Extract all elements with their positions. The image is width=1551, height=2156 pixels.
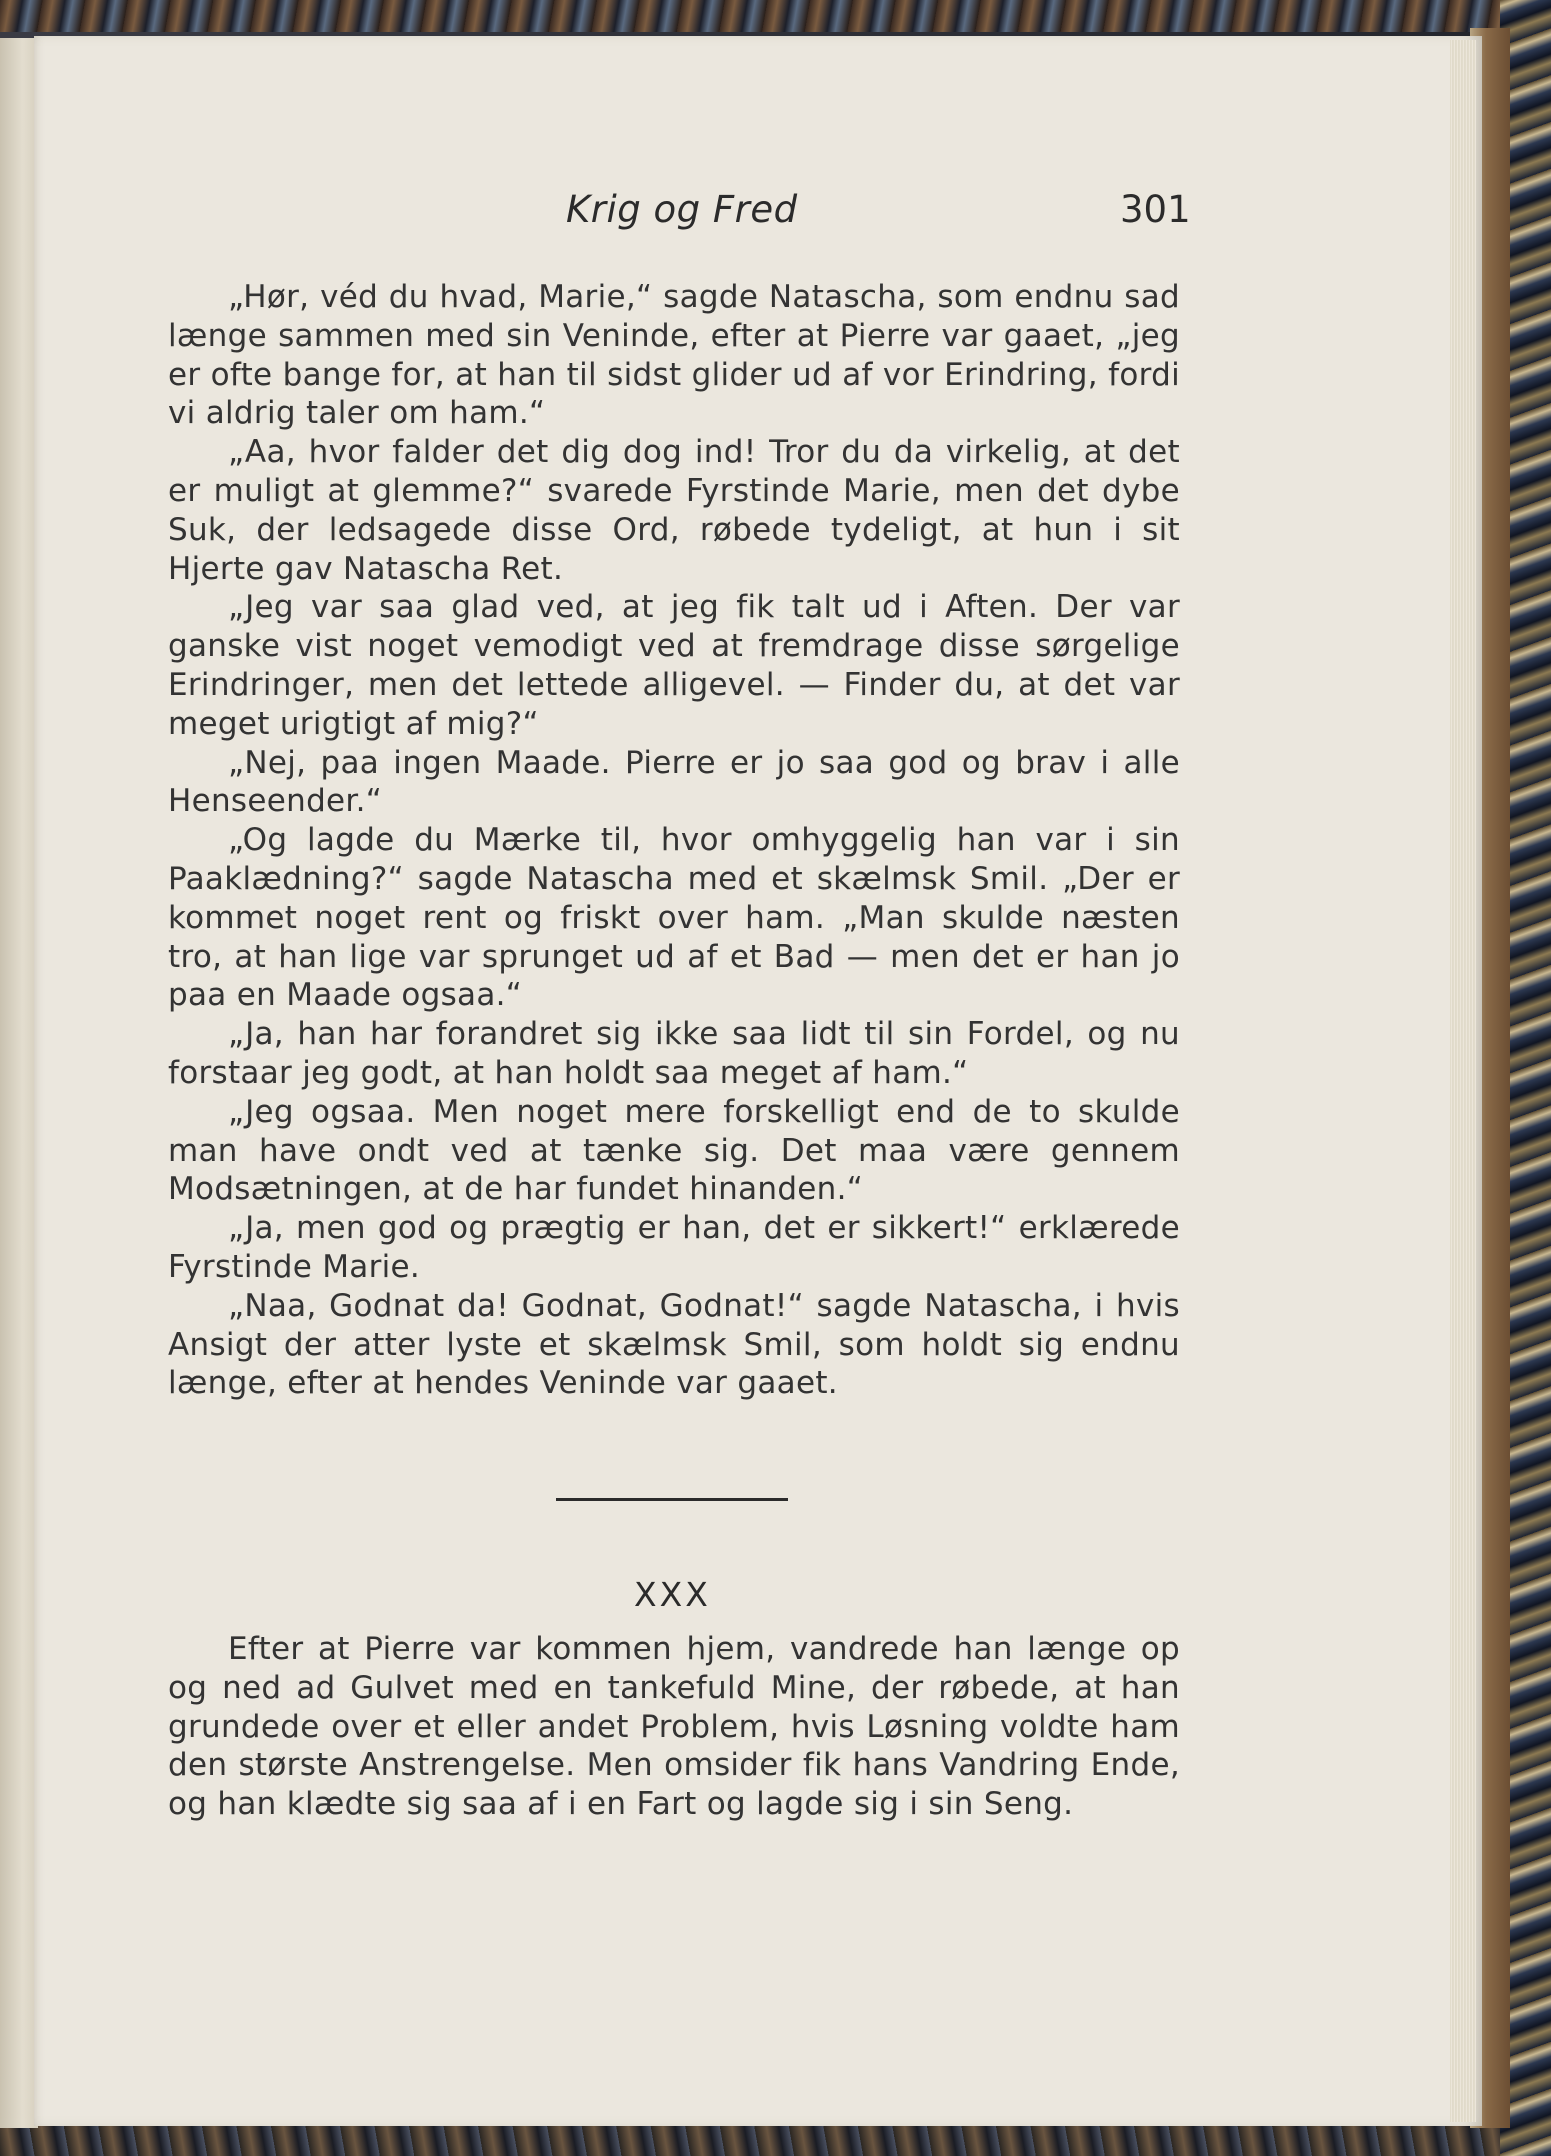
page-number: 301	[1120, 188, 1191, 231]
section-divider	[556, 1498, 788, 1501]
paragraph: „Ja, men god og prægtig er han, det er sikkert!“ erklærede Fyrstinde Marie.	[168, 1210, 1180, 1285]
book-bottom-edge	[0, 2124, 1551, 2156]
previous-page-edge	[0, 38, 38, 2128]
paragraph: „Og lagde du Mærke til, hvor omhyggelig han var i sin Paaklædning?“ sagde Natascha med et skælmsk Smil. „Der er kommet noget rent og friskt over ham. „Man skulde næsten tro, at han lige var sprunget ud af et Bad — men det er han jo paa en Maade ogsaa.“	[168, 822, 1180, 1014]
paragraph: Efter at Pierre var kommen hjem, vandrede han længe op og ned ad Gulvet med en tankefuld Mine, der røbede, at han grundede over et eller andet Problem, hvis Løsning voldte ham den største Anstrengelse. Men omsider fik hans Vandring Ende, og han klædte sig saa af i en Fart og lagde sig i sin Seng.	[168, 1631, 1180, 1823]
paragraph: „Jeg var saa glad ved, at jeg fik talt ud i Aften. Der var ganske vist noget vemodigt ved at fremdrage disse sørgelige Erindringer, men det lettede alligevel. — Finder du, at det var meget urigtigt af mig?“	[168, 589, 1180, 742]
paragraph: „Naa, Godnat da! Godnat, Godnat!“ sagde Natascha, i hvis Ansigt der atter lyste et skælmsk Smil, som holdt sig endnu længe, efter at hendes Veninde var gaaet.	[168, 1287, 1180, 1402]
paragraph: „Hør, véd du hvad, Marie,“ sagde Natascha, som endnu sad længe sammen med sin Veninde, efter at Pierre var gaaet, „jeg er ofte bange for, at han til sidst glider ud af vor Erindring, fordi vi aldrig taler om ham.“	[168, 279, 1180, 432]
chapter-heading: XXX	[634, 1575, 711, 1614]
paragraph: „Ja, han har forandret sig ikke saa lidt til sin Fordel, og nu forstaar jeg godt, at han holdt saa meget af ham.“	[168, 1016, 1180, 1091]
paragraph: „Aa, hvor falder det dig dog ind! Tror du da virkelig, at det er muligt at glemme?“ svarede Fyrstinde Marie, men det dybe Suk, der ledsagede disse Ord, røbede tydeligt, at hun i sit Hjerte gav Natascha Ret.	[168, 434, 1180, 587]
chapter-body-text	[168, 1630, 1180, 1824]
paragraph: „Nej, paa ingen Maade. Pierre er jo saa god og brav i alle Henseender.“	[168, 744, 1180, 820]
running-title: Krig og Fred	[566, 188, 798, 231]
body-text-before-chapter	[168, 278, 1180, 1403]
paragraph: „Jeg ogsaa. Men noget mere forskelligt end de to skulde man have ondt ved at tænke sig. Det maa være gennem Modsætningen, at de har fundet hinanden.“	[168, 1093, 1180, 1208]
book-top-edge	[0, 0, 1551, 32]
page-stack-edges	[1450, 40, 1476, 2122]
